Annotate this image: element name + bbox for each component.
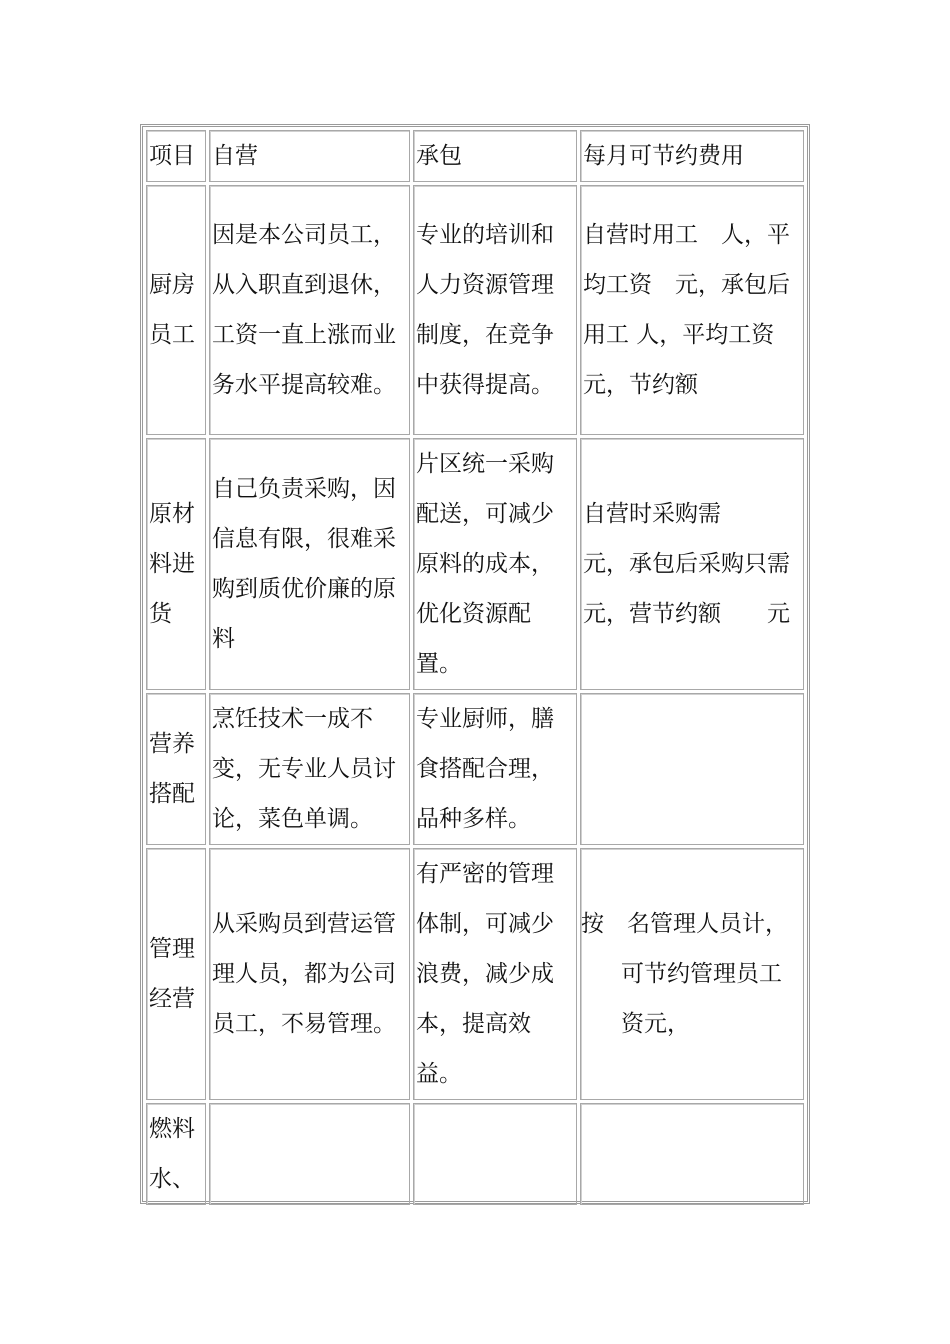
table-row: [146, 438, 804, 690]
header-contracted: 承包: [413, 130, 577, 182]
table-row: [146, 185, 804, 435]
cell-self-operated: 自己负责采购，因信息有限，很难采购到质优价廉的原料: [209, 438, 410, 690]
cell-item: 营养搭配: [146, 693, 206, 845]
cell-saving: 按 名管理人员计，可节约管理员工资元，: [580, 848, 804, 1100]
table-row: [146, 848, 804, 1100]
cell-item: 管理经营: [146, 848, 206, 1100]
cell-saving: 自营时采购需 元，承包后采购只需 元，营节约额 元: [580, 438, 804, 690]
header-self-operated: 自营: [209, 130, 410, 182]
cell-item: 原材料进货: [146, 438, 206, 690]
cell-contracted: [413, 1103, 577, 1205]
cell-item: 厨房员工: [146, 185, 206, 435]
cost-comparison-table: [140, 124, 821, 1204]
cell-contracted: 片区统一采购配送，可减少原料的成本，优化资源配置。: [413, 438, 577, 690]
cell-saving: 自营时用工 人，平均工资 元，承包后用工 人，平均工资 元，节约额: [580, 185, 804, 435]
cell-contracted: 专业的培训和人力资源管理制度，在竞争中获得提高。: [413, 185, 577, 435]
table-row: [146, 1103, 804, 1205]
table-header-row: [146, 130, 804, 182]
cell-item: 燃料水、: [146, 1103, 206, 1205]
cell-self-operated: 烹饪技术一成不变，无专业人员讨论，菜色单调。: [209, 693, 410, 845]
cell-contracted: 专业厨师，膳食搭配合理，品种多样。: [413, 693, 577, 845]
cell-contracted: 有严密的管理体制，可减少浪费，减少成本，提高效益。: [413, 848, 577, 1100]
header-item: 项目: [146, 130, 206, 182]
header-monthly-saving: 每月可节约费用: [580, 130, 804, 182]
table-row: [146, 693, 804, 845]
cell-self-operated: 因是本公司员工，从入职直到退休，工资一直上涨而业务水平提高较难。: [209, 185, 410, 435]
cell-saving: [580, 693, 804, 845]
cell-self-operated: 从采购员到营运管理人员，都为公司员工，不易管理。: [209, 848, 410, 1100]
cell-saving: [580, 1103, 804, 1205]
cell-self-operated: [209, 1103, 410, 1205]
comparison-table-grid: [143, 127, 821, 1208]
